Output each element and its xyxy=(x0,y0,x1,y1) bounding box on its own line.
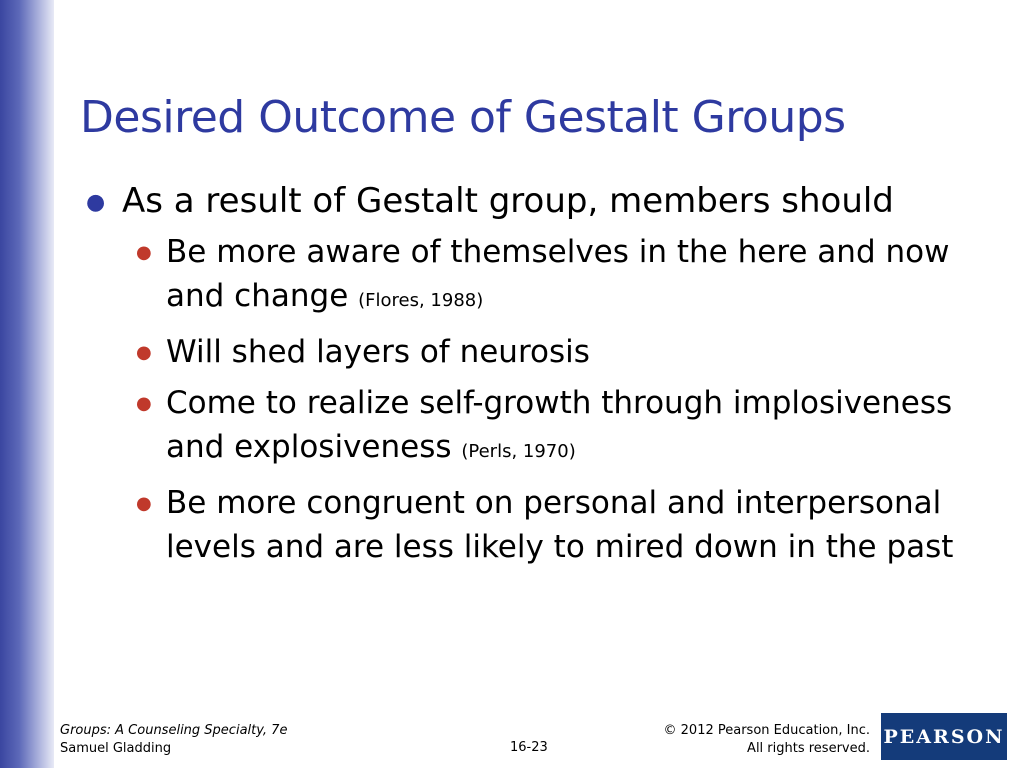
bullet-dot-icon: ● xyxy=(136,242,152,263)
footer-book-info xyxy=(60,722,287,758)
main-bullet-text: As a result of Gestalt group, members should xyxy=(122,181,894,221)
main-bullet xyxy=(86,180,996,222)
sub-bullet-list xyxy=(86,230,996,569)
rights-text: All rights reserved. xyxy=(747,741,870,756)
sub-bullet xyxy=(132,230,996,323)
bullet-dot-icon: ● xyxy=(136,342,152,363)
left-gradient-bar xyxy=(0,0,54,768)
sub-bullet-text: Be more aware of themselves in the here and now and change xyxy=(166,234,950,314)
citation: (Perls, 1970) xyxy=(461,441,576,462)
pearson-logo xyxy=(881,713,1007,760)
sub-bullet-text: Be more congruent on personal and interpersonal levels and are less likely to mired down in the past xyxy=(166,485,954,565)
logo-text: PEARSON xyxy=(883,725,1005,748)
bullet-dot-icon: ● xyxy=(136,393,152,414)
sub-bullet xyxy=(132,381,996,474)
citation: (Flores, 1988) xyxy=(358,290,484,311)
bullet-dot-icon: ● xyxy=(86,190,106,215)
footer-copyright xyxy=(664,722,870,758)
copyright-text: © 2012 Pearson Education, Inc. xyxy=(663,723,870,738)
page-number: 16-23 xyxy=(510,740,548,755)
sub-bullet xyxy=(132,330,996,374)
sub-bullet-text: Will shed layers of neurosis xyxy=(166,334,590,370)
author-name: Samuel Gladding xyxy=(60,741,172,756)
slide-title: Desired Outcome of Gestalt Groups xyxy=(80,92,846,143)
bullet-dot-icon: ● xyxy=(136,493,152,514)
book-title: Groups: A Counseling Specialty, 7e xyxy=(60,723,288,738)
sub-bullet-text: Come to realize self-growth through implosiveness and explosiveness xyxy=(166,385,953,465)
sub-bullet xyxy=(132,481,996,569)
bullet-list xyxy=(86,180,996,576)
